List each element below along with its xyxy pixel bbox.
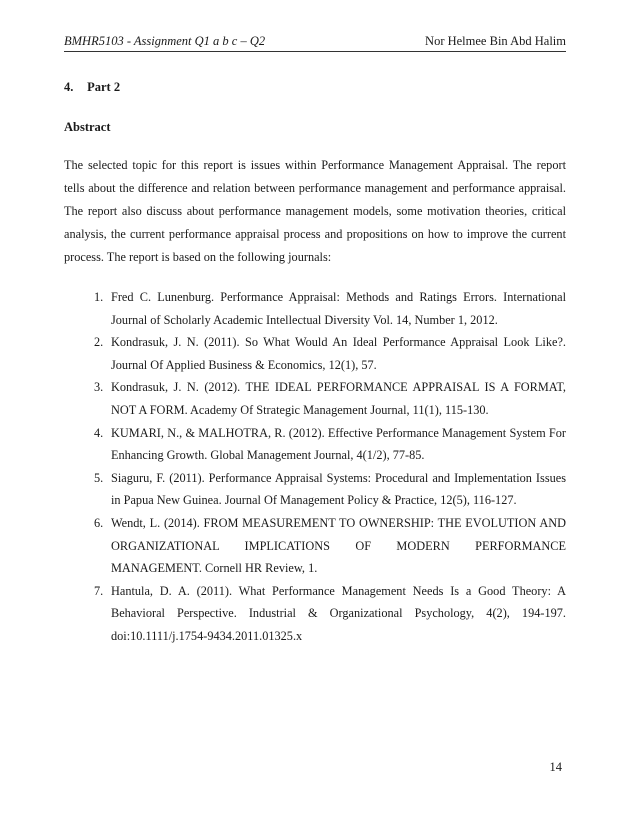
reference-item [64,467,566,512]
reference-item [64,580,566,648]
reference-text: Fred C. Lunenburg. Performance Appraisal: Methods and Ratings Errors. International Journal of Scholarly Academic Intellectual Diversity Vol. 14, Number 1, 2012. [111,290,566,327]
abstract-heading: Abstract [64,120,111,134]
reference-text: Hantula, D. A. (2011). What Performance Management Needs Is a Good Theory: A Behavioral Perspective. Industrial & Organizational Psychology, 4(2), 194-197. doi:10.1111/j.1754-9434.2011.01325.x [111,583,566,643]
abstract-paragraph: The selected topic for this report is issues within Performance Management Appraisal. The report tells about the difference and relation between performance management and performance appraisal. The report also discuss about performance management models, some motivation theories, critical analysis, the current performance appraisal process and propositions on how to improve the current process. The report is based on the following journals: [64,158,566,264]
page-number: 14 [549,760,562,774]
header-author: Nor Helmee Bin Abd Halim [425,34,566,48]
reference-number: 5. [94,470,104,485]
reference-item [64,422,566,467]
reference-number: 2. [94,335,104,350]
reference-item [64,512,566,580]
header-course-title: BMHR5103 - Assignment Q1 a b c – Q2 [64,34,266,48]
reference-text: KUMARI, N., & MALHOTRA, R. (2012). Effective Performance Management System For Enhancing Growth. Global Management Journal, 4(1/2), 77-85. [111,425,566,463]
section-title: Part 2 [87,80,121,94]
reference-text: Kondrasuk, J. N. (2011). So What Would An Ideal Performance Appraisal Look Like?. Journal Of Applied Business & Economics, 12(1), 57. [111,335,566,372]
reference-item [64,331,566,376]
reference-number: 3. [94,380,104,395]
section-heading [64,80,120,95]
reference-text: Siaguru, F. (2011). Performance Appraisal Systems: Procedural and Implementation Issues in Papua New Guinea. Journal Of Management Policy & Practice, 12(5), 116-127. [111,470,566,508]
reference-number: 7. [94,583,104,598]
reference-list [64,286,566,648]
reference-number: 4. [94,425,104,440]
section-number: 4. [64,80,74,94]
reference-number: 1. [94,290,104,304]
reference-text: Kondrasuk, J. N. (2012). THE IDEAL PERFORMANCE APPRAISAL IS A FORMAT, NOT A FORM. Academy Of Strategic Management Journal, 11(1), 115-130. [111,380,566,417]
reference-number: 6. [94,515,104,530]
reference-item [64,286,566,331]
reference-text: Wendt, L. (2014). FROM MEASUREMENT TO OWNERSHIP: THE EVOLUTION AND ORGANIZATIONAL IMPLICATIONS OF MODERN PERFORMANCE MANAGEMENT. Cornell HR Review, 1. [111,515,566,576]
page-header [64,31,566,52]
reference-item [64,376,566,421]
